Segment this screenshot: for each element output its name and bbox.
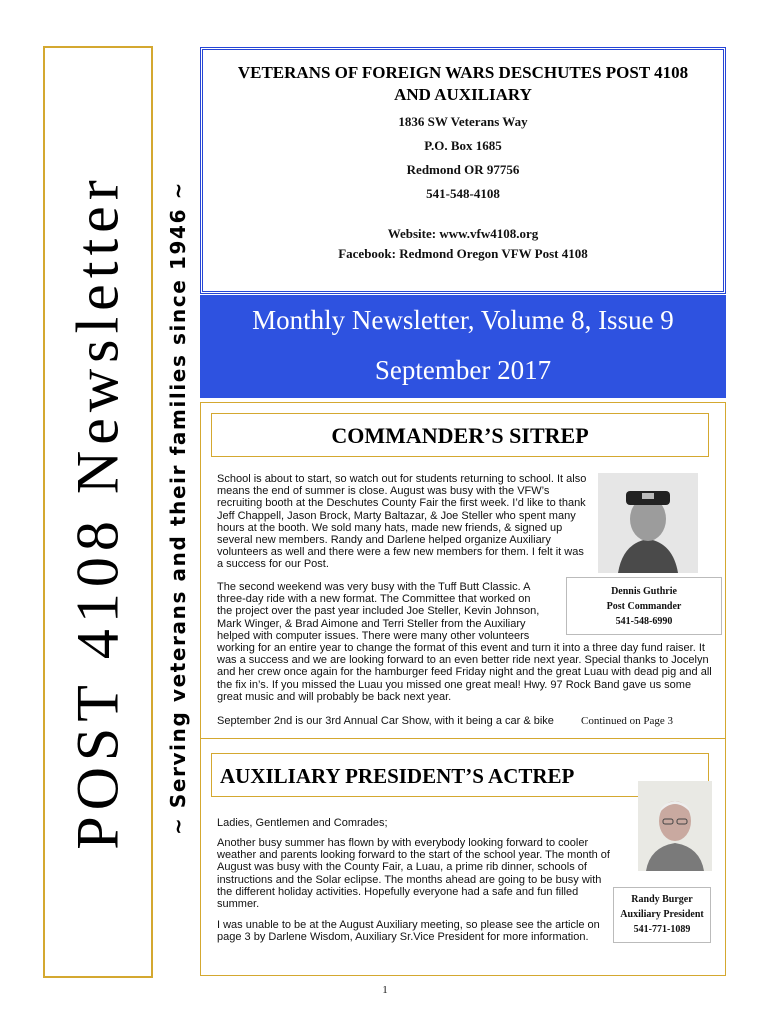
website-link[interactable]: Website: www.vfw4108.org (387, 226, 539, 241)
post-header (200, 47, 726, 294)
auxiliary-para-1: Another busy summer has flown by with everybody looking forward to cooler weather and parents looking forward to the start of the school year. The month of August was busy with the County Fair, a Luau, a prime rib dinner, schools of instructions and the Solar eclipse. The months ahead are going to be busy with the different holiday activities. Hopefully everyone had a safe and fun filled summer. (217, 837, 610, 911)
address-po-box: P.O. Box 1685 (424, 138, 502, 153)
auxiliary-heading-box (211, 753, 709, 797)
commander-portrait-icon (598, 473, 698, 573)
commander-name: Dennis Guthrie (611, 586, 677, 597)
org-name-line1: VETERANS OF FOREIGN WARS DESCHUTES POST 4108 (237, 63, 689, 82)
post-phone: 541-548-4108 (426, 186, 500, 201)
post-address (203, 110, 723, 206)
auxiliary-section (200, 738, 726, 976)
auxiliary-para-2: I was unable to be at the August Auxiliary meeting, so please see the article on page 3 by Darlene Wisdom, Auxiliary Sr.Vice President for more information. (217, 919, 600, 944)
page-number: 1 (382, 984, 388, 996)
post-online (203, 224, 723, 264)
commander-heading: COMMANDER’S SITREP (331, 423, 589, 448)
issue-banner (200, 295, 726, 398)
auxiliary-heading: AUXILIARY PRESIDENT’S ACTREP (220, 764, 575, 788)
org-name (203, 62, 723, 106)
commander-para-1: School is about to start, so watch out for students returning to school. It also means the end of summer is close. August was busy with the VFW’s recruiting booth at the Deschutes County Fair the first week. I’d like to thank Jeff Chappell, Jason Brock, Marty Baltazar, & Joe Steller who spent many hours at the booth. We sold many hats, made new friends, & signed up several new members. Randy and Darlene helped organize Auxiliary volunteers as well and there were a few new members for them. I felt it was a success for our Post. (217, 473, 587, 571)
issue-date: September 2017 (374, 355, 552, 385)
address-city: Redmond OR 97756 (406, 162, 520, 177)
commander-para-2a: The second weekend was very busy with the Tuff Butt Classic. A three-day ride with a new format. The Committee that worked on the project over the past year included Joe Steller, Kevin Johnson, Mark Winger, & Brad Aimone and Terri Steller from the Auxiliary helped with computer issues. There were many other volunteers (217, 581, 540, 642)
auxiliary-greeting: Ladies, Gentlemen and Comrades; (217, 817, 388, 829)
commander-para-3: September 2nd is our 3rd Annual Car Show, with it being a car & bike (217, 715, 554, 727)
issue-volume: Monthly Newsletter, Volume 8, Issue 9 (252, 305, 674, 335)
address-street: 1836 SW Veterans Way (398, 114, 528, 129)
facebook-link[interactable]: Facebook: Redmond Oregon VFW Post 4108 (338, 246, 588, 261)
commander-para-2b: working for an entire year to change the format of this event and turn it into a three day fund raiser. It was a success and we are looking forward to an even better ride next year. Special thanks to Jocelyn and her crew once again for the hamburger feed Friday night and the great Luau with dead pig and all the fix in’s. If you missed the Luau you missed one great meal! Hwy. 97 Rock Band gave us some great music and will probably be back next year. (217, 642, 712, 703)
commander-photo (598, 473, 698, 573)
auxiliary-caption (613, 887, 711, 943)
newsletter-title: POST 4108 Newsletter (64, 174, 131, 850)
continued-note: Continued on Page 3 (581, 715, 673, 727)
commander-section (200, 402, 726, 775)
commander-heading-box (211, 413, 709, 457)
auxiliary-photo (638, 781, 712, 871)
commander-caption (566, 577, 722, 635)
auxiliary-role: Auxiliary President (620, 909, 704, 920)
commander-role: Post Commander (606, 601, 682, 612)
newsletter-tagline: ~ Serving veterans and their families since 1946 ~ (166, 180, 190, 836)
org-name-line2: AND AUXILIARY (394, 85, 532, 104)
auxiliary-phone: 541-771-1089 (633, 924, 691, 935)
auxiliary-portrait-icon (638, 781, 712, 871)
commander-phone: 541-548-6990 (615, 616, 673, 627)
auxiliary-name: Randy Burger (631, 894, 693, 905)
